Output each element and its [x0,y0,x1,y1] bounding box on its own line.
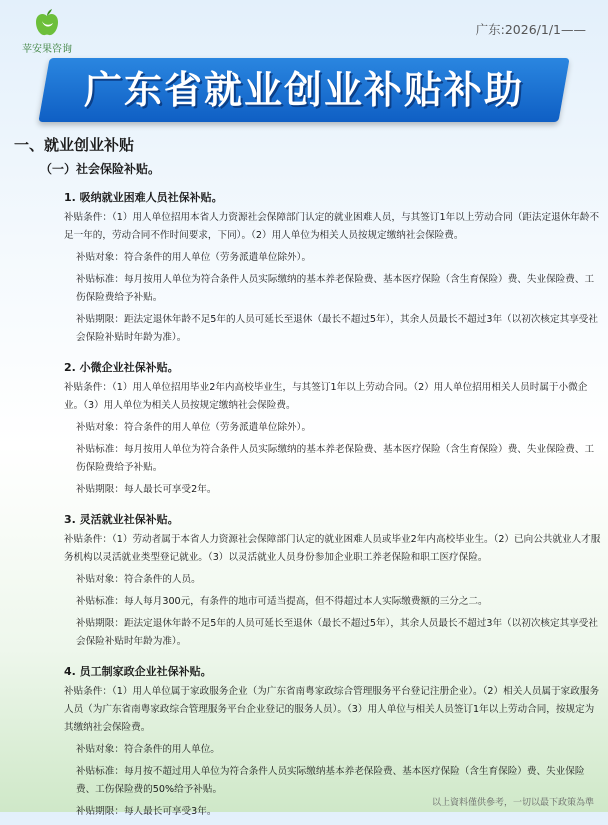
paragraph-period [76,311,602,347]
paragraph-standard [76,271,602,307]
item-text: （1）用人单位招用本省人力资源社会保障部门认定的就业困难人员，与其签订1年以上劳动合同（距法定退休年龄不足一年的，劳动合同不作时间要求，下同）。（2）用人单位为相关人员按规定缴纳社会保险费。 [64,212,600,241]
section-3 [0,511,608,651]
item-text: 每人每月300元，有条件的地市可适当提高，但不得超过本人实际缴费额的三分之二。 [123,596,488,607]
item-label: 补贴对象： [76,252,124,263]
item-text: 符合条件的人员。 [123,574,201,585]
date-stamp: 广东:2026/1/1—— [475,22,586,37]
item-label: 补贴条件： [64,382,112,393]
paragraph-standard [76,441,602,477]
item-text: 符合条件的用人单位。 [123,744,220,755]
item-text: 每人最长可享受3年。 [123,806,217,817]
item-label: 补贴期限： [76,806,124,817]
paragraph-target [76,419,602,437]
item-label: 补贴条件： [64,686,112,697]
item-text: 符合条件的用人单位（劳务派遣单位除外）。 [123,252,312,263]
section-title: 3. 灵活就业社保补贴。 [64,513,179,526]
item-text: （1）劳动者属于本省人力资源社会保障部门认定的就业困难人员或毕业2年内高校毕业生。（2）已向公共就业人才服务机构以灵活就业类型登记就业。（3）以灵活就业人员身份参加企业职工养老保险和职工医疗保险。 [64,534,601,563]
paragraph-condition [64,379,602,415]
item-label: 补贴对象： [76,574,124,585]
paragraph-target [76,741,602,759]
paragraph-standard [76,593,602,611]
item-label: 补贴标准： [76,596,124,607]
section-title: 2. 小微企业社保补贴。 [64,361,179,374]
item-label: 补贴条件： [64,212,112,223]
section-2 [0,359,608,499]
paragraph-target [76,571,602,589]
item-label: 补贴标准： [76,274,124,285]
brand-logo [12,8,82,55]
item-text: （1）用人单位属于家政服务企业（为广东省南粤家政综合管理服务平台登记注册企业）。（2）相关人员属于家政服务人员（为广东省南粤家政综合管理服务平台企业登记的服务人员）。（3）用人单位与相关人员签订1年以上劳动合同，按规定为其缴纳社会保险费。 [64,686,600,733]
item-label: 补贴对象： [76,422,124,433]
item-label: 补贴期限： [76,484,124,495]
footer-disclaimer: 以上資料僅供參考，一切以最下政策為準 [431,798,594,808]
section-title: 1. 吸纳就业困难人员社保补贴。 [64,191,223,204]
item-label: 补贴条件： [64,534,112,545]
subsection-heading: （一）社会保险补贴。 [40,162,161,176]
paragraph-condition [64,531,602,567]
item-label: 补贴标准： [76,444,124,455]
brand-name: 苹安果咨询 [22,44,72,55]
item-text: 距法定退休年龄不足5年的人员可延长至退休（最长不超过5年），其余人员最长不超过3年（以初次核定其享受社会保险补贴时年龄为准）。 [76,314,598,343]
paragraph-condition [64,209,602,245]
section-title: 4. 员工制家政企业社保补贴。 [64,665,212,678]
item-text: 每月按用人单位为符合条件人员实际缴纳的基本养老保险费、基本医疗保险（含生育保险）费、失业保险费、工伤保险费给予补贴。 [76,444,595,473]
item-text: 每人最长可享受2年。 [123,484,217,495]
apple-logo-icon [32,8,62,38]
item-label: 补贴期限： [76,618,124,629]
item-text: 每月按用人单位为符合条件人员实际缴纳的基本养老保险费、基本医疗保险（含生育保险）费、失业保险费、工伤保险费给予补贴。 [76,274,595,303]
title-banner [44,58,564,122]
paragraph-period [76,615,602,651]
item-text: （1）用人单位招用毕业2年内高校毕业生，与其签订1年以上劳动合同。（2）用人单位招用相关人员时属于小微企业。（3）用人单位为相关人员按规定缴纳社会保险费。 [64,382,588,411]
page-title: 广东省就业创业补贴补助 [83,68,524,112]
item-label: 补贴期限： [76,314,124,325]
section-1 [0,189,608,347]
paragraph-period [76,481,602,499]
item-text: 每月按不超过用人单位为符合条件人员实际缴纳基本养老保险费、基本医疗保险（含生育保险）费、失业保险费、工伤保险费的50%给予补贴。 [76,766,585,795]
paragraph-condition [64,683,602,737]
item-text: 距法定退休年龄不足5年的人员可延长至退休（最长不超过5年），其余人员最长不超过3年（以初次核定其享受社会保险补贴时年龄为准）。 [76,618,598,647]
item-label: 补贴标准： [76,766,124,777]
paragraph-target [76,249,602,267]
item-text: 符合条件的用人单位（劳务派遣单位除外）。 [123,422,312,433]
section-heading: 一、就业创业补贴 [14,136,135,154]
document-body [0,160,608,825]
item-label: 补贴对象： [76,744,124,755]
paragraph-standard [76,763,602,799]
